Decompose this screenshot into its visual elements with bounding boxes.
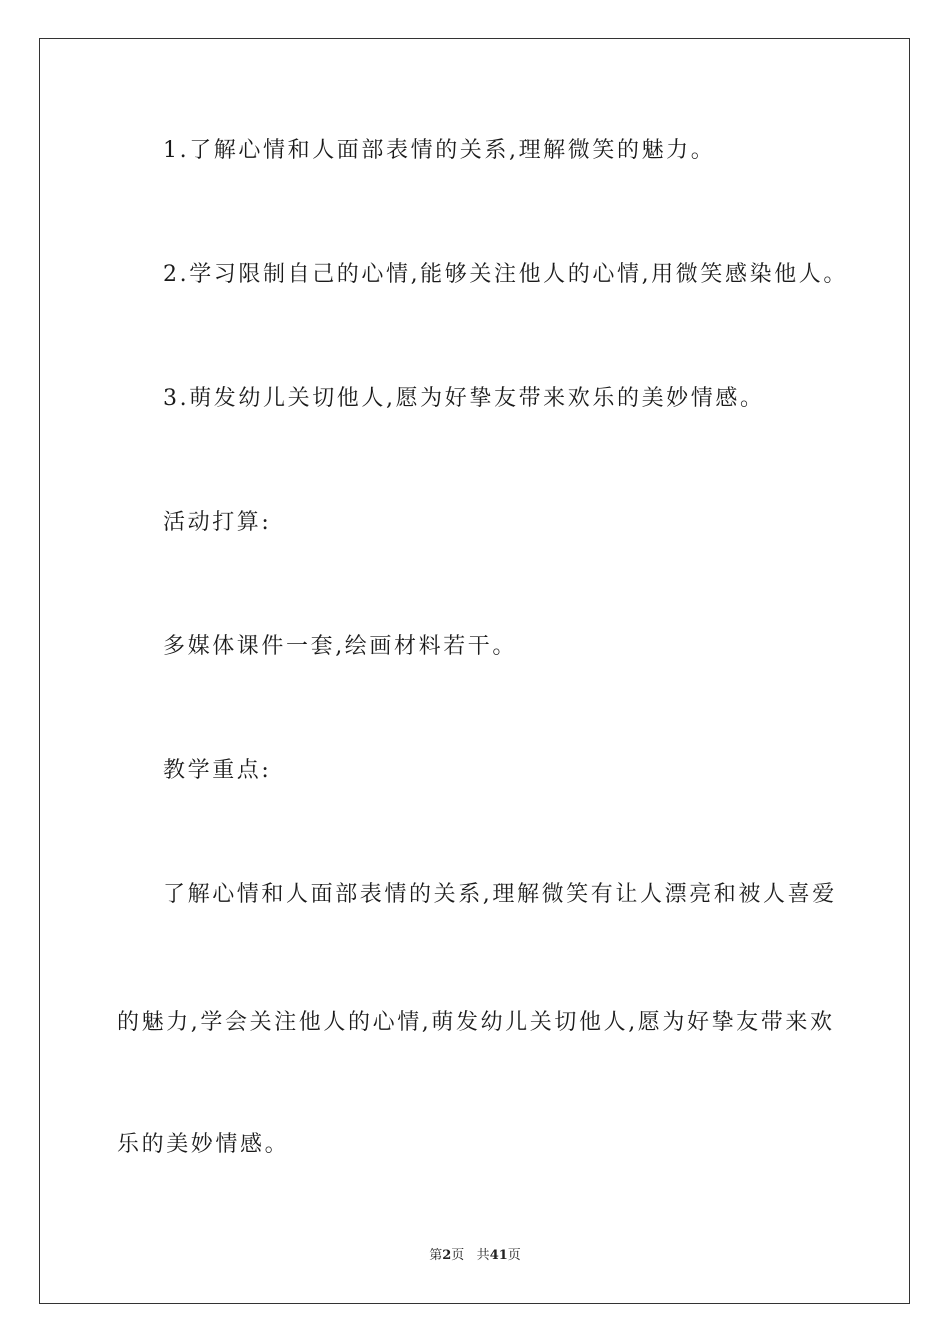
total-pages: 41	[489, 1248, 508, 1263]
objective-1: 1.了解心情和人面部表情的关系,理解微笑的魅力。	[163, 138, 716, 163]
section-heading-key-points: 教学重点:	[163, 758, 272, 783]
key-points-line-2: 的魅力,学会关注他人的心情,萌发幼儿关切他人,愿为好挚友带来欢	[117, 1010, 835, 1035]
objective-2: 2.学习限制自己的心情,能够关注他人的心情,用微笑感染他人。	[163, 262, 848, 287]
total-prefix: 共	[476, 1248, 490, 1263]
key-points-line-1: 了解心情和人面部表情的关系,理解微笑有让人漂亮和被人喜爱	[163, 882, 837, 907]
page-number: 2	[442, 1248, 452, 1263]
page-border	[39, 38, 910, 1304]
page-prefix: 第	[429, 1248, 443, 1263]
page-suffix: 页	[451, 1248, 465, 1263]
page-footer	[0, 1248, 950, 1264]
preparation-text: 多媒体课件一套,绘画材料若干。	[163, 634, 517, 659]
total-suffix: 页	[507, 1248, 521, 1263]
objective-3: 3.萌发幼儿关切他人,愿为好挚友带来欢乐的美妙情感。	[163, 386, 765, 411]
key-points-line-3: 乐的美妙情感。	[117, 1132, 290, 1157]
section-heading-preparation: 活动打算:	[163, 510, 272, 535]
